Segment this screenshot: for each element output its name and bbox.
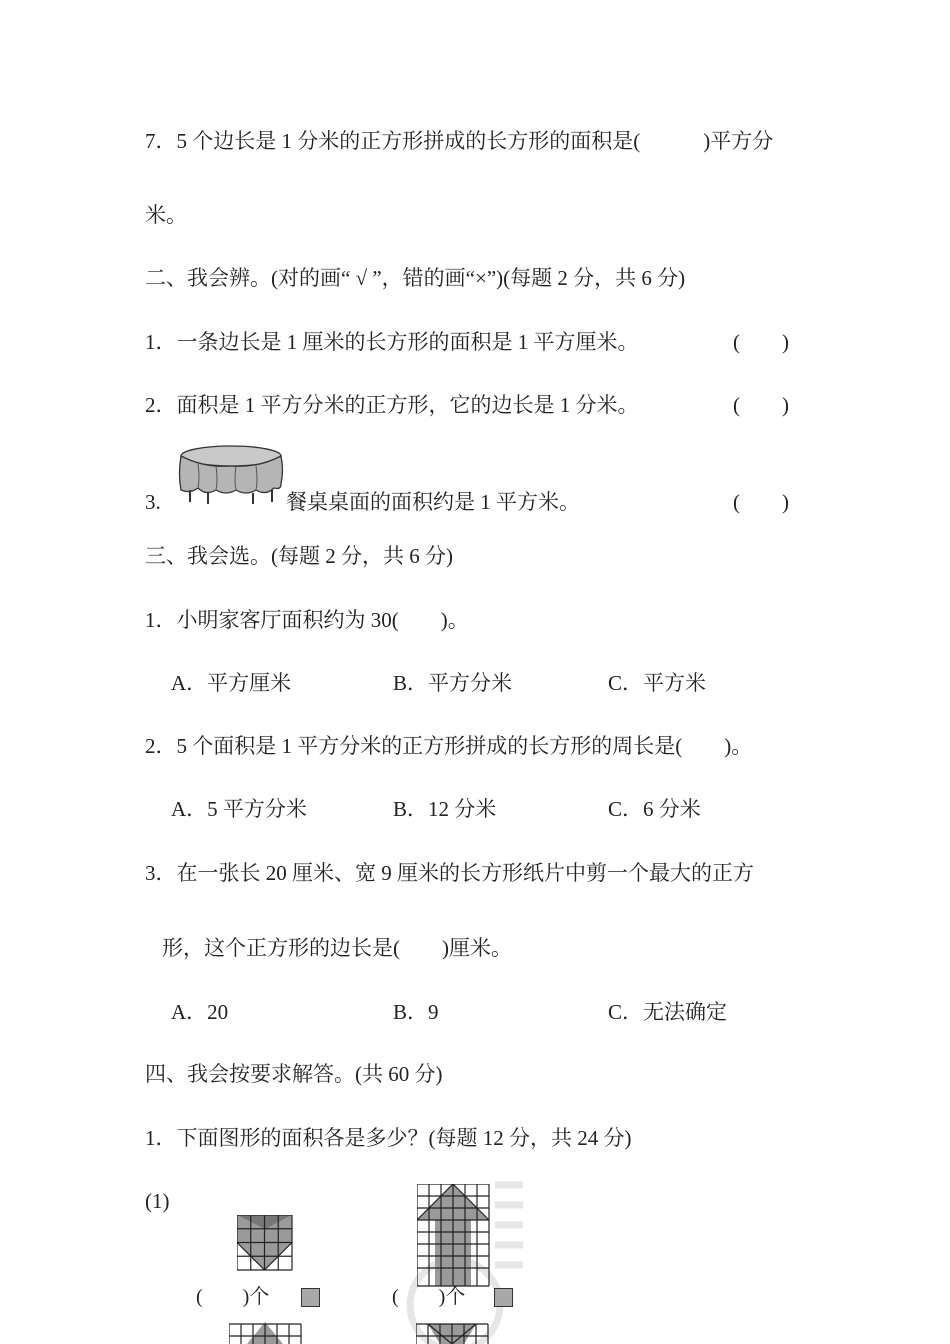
s2-item1-text: 1．一条边长是 1 厘米的长方形的面积是 1 平方厘米。	[145, 330, 639, 354]
s2-item3-number: 3.	[145, 490, 161, 514]
s3-q2-option-b: B．12 分米	[393, 797, 497, 821]
figure-left-grid	[237, 1215, 293, 1271]
s3-q2-text: 2．5 个面积是 1 平方分米的正方形拼成的长方形的周长是( )。	[145, 734, 753, 758]
s4-q1-text: 1．下面图形的面积各是多少？(每题 12 分，共 24 分)	[145, 1126, 632, 1150]
s3-q1-option-c: C．平方米	[608, 671, 707, 695]
section3-title: 三、我会选。(每题 2 分，共 6 分)	[145, 544, 453, 568]
figure-right-grid	[417, 1184, 490, 1287]
s3-q1-option-a: A．平方厘米	[171, 671, 292, 695]
s3-q2-option-c: C．6 分米	[608, 797, 701, 821]
figure-bottom-right-partial	[416, 1322, 490, 1344]
s2-item2-text: 2．面积是 1 平方分米的正方形，它的边长是 1 分米。	[145, 393, 639, 417]
s2-item3-text: 餐桌桌面的面积约是 1 平方米。	[286, 490, 580, 514]
s2-item2-answer-paren: ( )	[733, 393, 789, 417]
s3-q3-line1: 3．在一张长 20 厘米、宽 9 厘米的长方形纸片中剪一个最大的正方	[145, 861, 754, 885]
s3-q3-line2: 形，这个正方形的边长是( )厘米。	[162, 936, 512, 960]
s3-q3-option-c: C．无法确定	[608, 1000, 728, 1024]
dining-table-illustration	[178, 444, 284, 506]
q7-line2: 米。	[145, 203, 187, 227]
answer-left: ( )个	[196, 1286, 270, 1308]
s3-q3-option-a: A．20	[171, 1000, 229, 1024]
unit-square-icon-right	[494, 1288, 513, 1307]
section2-title: 二、我会辨。(对的画“ √ ”，错的画“×”)(每题 2 分，共 6 分)	[145, 266, 686, 290]
s3-q1-text: 1．小明家客厅面积约为 30( )。	[145, 608, 469, 632]
s3-q1-option-b: B．平方分米	[393, 671, 513, 695]
s4-sub-label: (1)	[145, 1189, 170, 1213]
s2-item3-answer-paren: ( )	[733, 490, 789, 514]
s2-item1-answer-paren: ( )	[733, 330, 789, 354]
figure-bottom-left-partial	[229, 1322, 303, 1344]
s3-q3-option-b: B．9	[393, 1000, 439, 1024]
answer-right: ( )个	[392, 1286, 466, 1308]
section4-title: 四、我会按要求解答。(共 60 分)	[145, 1062, 443, 1086]
unit-square-icon-left	[301, 1288, 320, 1307]
s3-q2-option-a: A．5 平方分米	[171, 797, 307, 821]
q7-line1: 7．5 个边长是 1 分米的正方形拼成的长方形的面积是( )平方分	[145, 129, 774, 153]
